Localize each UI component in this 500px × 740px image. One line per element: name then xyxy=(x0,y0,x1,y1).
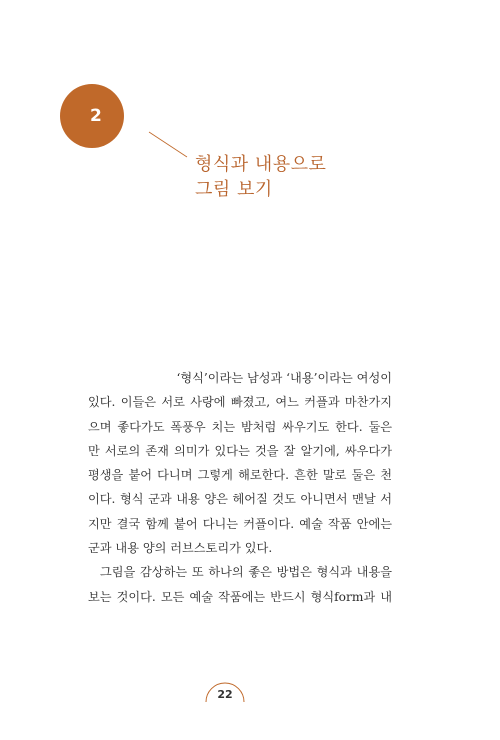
body-line: 그림을 감상하는 또 하나의 좋은 방법은 형식과 내용을 xyxy=(100,565,392,580)
body-line: 지만 결국 함께 붙어 다니는 커플이다. 예술 작품 안에는 xyxy=(88,516,392,531)
body-line: 이다. 형식 군과 내용 양은 헤어질 것도 아니면서 맨날 서 xyxy=(88,492,392,507)
body-line: 보는 것이다. 모든 예술 작품에는 반드시 형식form과 내 xyxy=(88,589,392,604)
body-line: 군과 내용 양의 러브스토리가 있다. xyxy=(88,541,273,556)
body-line: ‘형식’이라는 남성과 ‘내용’이라는 여성이 xyxy=(176,371,392,385)
chapter-title xyxy=(195,152,326,202)
chapter-title-line-2: 그림 보기 xyxy=(195,179,273,200)
body-line: 만 서로의 존재 의미가 있다는 것을 잘 알기에, 싸우다가 xyxy=(88,443,392,458)
page-footer xyxy=(200,680,250,704)
body-line: 으며 좋다가도 폭풍우 치는 밤처럼 싸우기도 한다. 둘은 xyxy=(88,419,392,434)
body-line: 평생을 붙어 다니며 그렇게 해로한다. 흔한 말로 둘은 천 xyxy=(88,468,392,483)
body-line: 있다. 이들은 서로 사랑에 빠졌고, 여느 커플과 마찬가지 xyxy=(88,395,392,410)
chapter-title-line-1: 형식과 내용으로 xyxy=(195,154,327,175)
body-text xyxy=(88,366,392,609)
page-number: 22 xyxy=(217,688,233,701)
chapter-number: 2 xyxy=(90,106,102,126)
